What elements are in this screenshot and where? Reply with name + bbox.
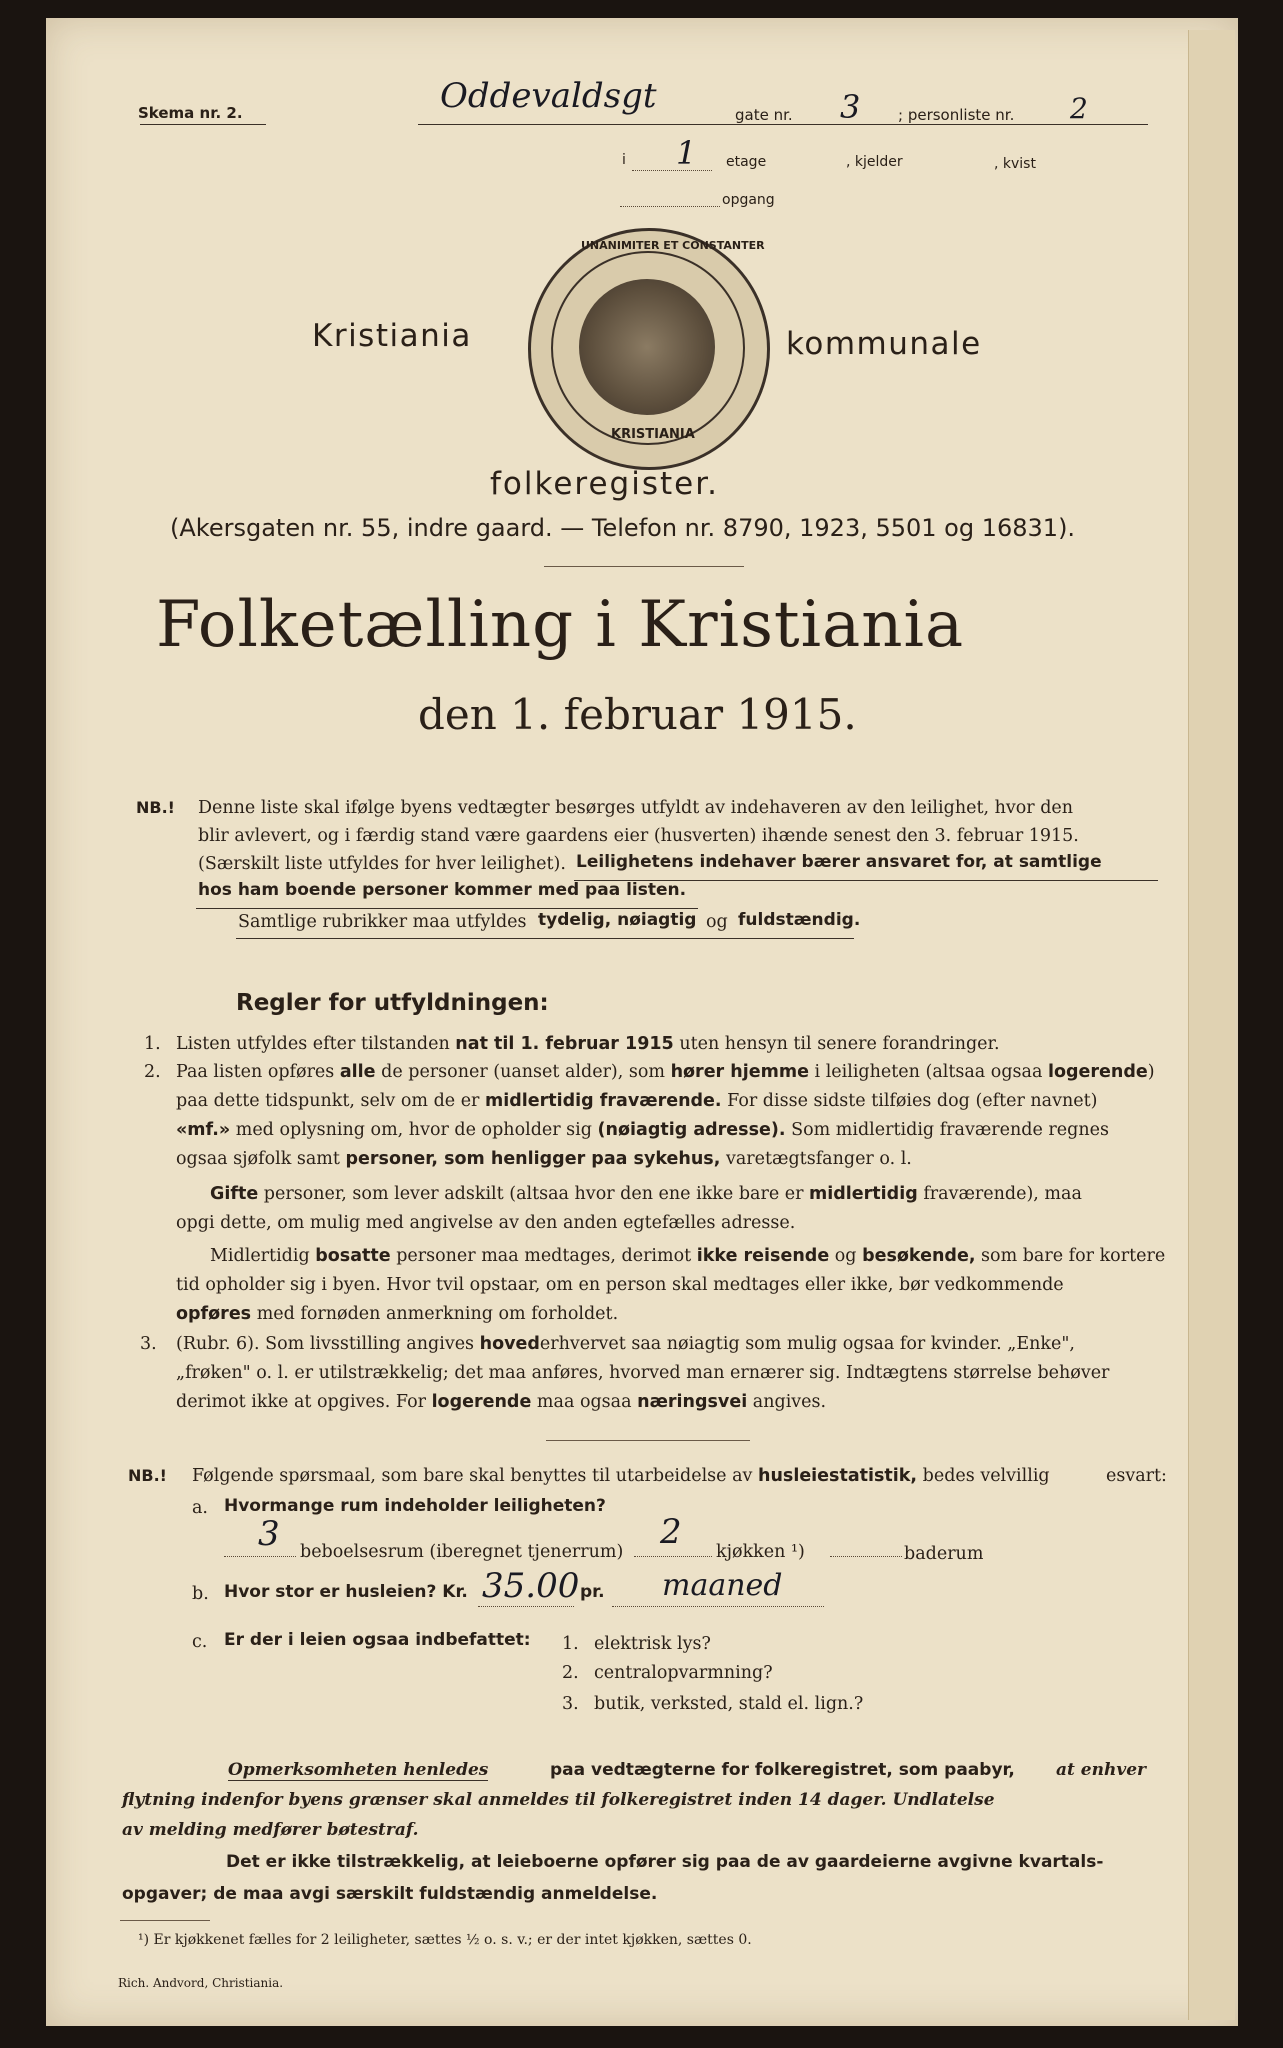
rule2-l7a: Midlertidig: [210, 1246, 310, 1266]
bath-dotline: [830, 1556, 902, 1557]
rule2-l2c: For disse sidste tilføies dog (efter navnet): [727, 1091, 1098, 1111]
rule2-l4a: ogsaa sjøfolk samt: [176, 1149, 340, 1169]
rule3-l3d: næringsvei: [637, 1392, 748, 1412]
rule2-l2b: midlertidig fraværende.: [485, 1091, 722, 1111]
question-a: [224, 1496, 606, 1516]
c-item-3-text: butik, verksted, stald el. lign.?: [594, 1694, 864, 1714]
nb1-line1: Denne liste skal ifølge byens vedtægter besørges utfyldt av indehaveren av den leilighet, hvor den: [198, 798, 1074, 818]
bath-label: baderum: [904, 1544, 984, 1564]
personliste-number: 2: [1070, 92, 1088, 125]
question-c-label: c.: [192, 1632, 208, 1652]
rule2-l5d: fraværende), maa: [923, 1184, 1082, 1204]
nb1-line2: blir avlevert, og i færdig stand være gaardens eier (husverten) ihænde senest den 3. februar 1915.: [198, 826, 1079, 846]
c-item-3-num: 3.: [562, 1694, 579, 1714]
seal-bottom-text: KRISTIANIA: [611, 427, 695, 442]
rule2-l7g: som bare for kortere: [981, 1246, 1166, 1266]
notice-l5: [122, 1884, 657, 1904]
rule2-line2: [176, 1087, 1098, 1116]
kitchen-label: kjøkken ¹): [716, 1542, 805, 1562]
notice-l1b-text: paa vedtægterne for folkeregistret, som paabyr,: [550, 1760, 1015, 1780]
kristiania-seal: [528, 228, 770, 470]
rule2-l3a: «mf.»: [176, 1120, 231, 1140]
rule3-l3b: logerende: [431, 1392, 532, 1412]
rule3-line1: [176, 1330, 1075, 1359]
rule2-l1a: Paa listen opføres: [176, 1062, 335, 1082]
rule2-l7b: bosatte: [315, 1246, 391, 1266]
rent-period: maaned: [662, 1568, 783, 1603]
kjelder-label: , kjelder: [846, 154, 903, 170]
nb1-line5d-text: fuldstændig.: [738, 910, 861, 930]
notice-l5-text: opgaver; de maa avgi særskilt fuldstændig anmeldelse.: [122, 1884, 658, 1904]
nb1-line4: [198, 880, 686, 900]
rule2-l3b: med oplysning om, hvor de opholder sig: [235, 1120, 592, 1140]
rule2-l1c: de personer (uanset alder), som: [381, 1062, 665, 1082]
notice-l4-text: Det er ikke tilstrækkelig, at leieboerne opfører sig paa de av gaardeierne avgivne kvartals-: [226, 1852, 1104, 1872]
rule3-num: 3.: [140, 1334, 157, 1354]
schema-underline: [140, 124, 266, 125]
rule3-line3: [176, 1388, 826, 1417]
rooms-value: 3: [258, 1514, 280, 1554]
rule2-line7: [210, 1242, 1165, 1271]
rooms-label: beboelsesrum (iberegnet tjenerrum): [300, 1542, 624, 1562]
period-dotline: [612, 1606, 824, 1607]
rule2-l7c: personer maa medtages, derimot: [396, 1246, 692, 1266]
rule1-b: nat til 1. februar 1915: [455, 1034, 674, 1054]
gate-number: 3: [840, 88, 861, 126]
nb2-intro-c: bedes velvillig: [922, 1466, 1050, 1486]
rule3-l1a: (Rubr. 6). Som livsstilling angives: [176, 1334, 475, 1354]
nb1-line5c: og: [706, 912, 728, 932]
title-main: Folketælling i Kristiania: [156, 588, 965, 662]
institution-sub: folkeregister.: [490, 466, 719, 502]
personliste-label: ; personliste nr.: [898, 106, 1015, 124]
etage-label: etage: [726, 154, 767, 170]
etage-number: 1: [676, 134, 697, 172]
rule2-l1e: i leiligheten (altsaa ogsaa: [814, 1062, 1043, 1082]
rent-per-text: pr.: [580, 1582, 605, 1602]
kitchen-dotline: [634, 1556, 712, 1557]
nb1-label: NB.!: [136, 798, 175, 817]
rent-value: 35.00: [482, 1566, 580, 1606]
c-item-1-text: elektrisk lys?: [594, 1634, 711, 1654]
rule2-l4c: varetægtsfanger o. l.: [725, 1149, 912, 1169]
question-c: [224, 1630, 531, 1650]
nb2-intro-b: husleiestatistik,: [757, 1466, 918, 1486]
notice-l1c: at enhver: [1056, 1760, 1146, 1780]
rule2-l7e: og: [834, 1246, 857, 1266]
nb1-line5a: Samtlige rubrikker maa utfyldes: [238, 912, 527, 932]
rule2-l5b: personer, som lever adskilt (altsaa hvor den ene ikke bare er: [263, 1184, 804, 1204]
rooms-dotline: [224, 1556, 296, 1557]
rule1-num: 1.: [144, 1034, 161, 1054]
rule2-l3d: Som midlertidig fraværende regnes: [791, 1120, 1109, 1140]
nb2-label: NB.!: [128, 1466, 167, 1485]
notice-l2: flytning indenfor byens grænser skal anmeldes til folkeregistret inden 14 dager. Undlatelse: [122, 1790, 995, 1810]
nb1-line3b-text: Leilighetens indehaver bærer ansvaret for, at samtlige: [576, 852, 1102, 872]
rule2-line9: [176, 1300, 618, 1329]
rule2-line4: [176, 1145, 912, 1174]
nb1-line5b-text: tydelig, nøiagtig: [538, 910, 697, 930]
nb1-line3b: [576, 852, 1102, 872]
rule1-text: [176, 1030, 1000, 1059]
rule2-l1d: hører hjemme: [670, 1062, 809, 1082]
question-a-text: Hvormange rum indeholder leiligheten?: [224, 1496, 606, 1516]
opgang-dotline: [620, 206, 720, 207]
question-b: [224, 1582, 468, 1602]
nb2-intro-a: Følgende spørsmaal, som bare skal benyttes til utarbeidelse av: [192, 1466, 753, 1486]
notice-l1a-text: Opmerksomheten henledes: [228, 1760, 489, 1780]
rule2-l7f: besøkende,: [862, 1246, 976, 1266]
rule3-l1c: erhvervet saa nøiagtig som mulig ogsaa for kvinder. „Enke",: [539, 1334, 1075, 1354]
notice-l1a: [228, 1760, 488, 1780]
title-date: den 1. februar 1915.: [418, 690, 857, 739]
rule3-line2: „frøken" o. l. er utilstrækkelig; det maa anføres, hvorved man ernærer sig. Indtægtens størrelse behøver: [176, 1363, 1110, 1383]
c-item-1-num: 1.: [562, 1634, 579, 1654]
printer-credit: Rich. Andvord, Christiania.: [118, 1976, 284, 1990]
divider-1: [544, 566, 744, 567]
rule2-l1b: alle: [339, 1062, 376, 1082]
rule2-l2a: paa dette tidspunkt, selv om de er: [176, 1091, 480, 1111]
rent-dotline: [478, 1606, 574, 1607]
nb1-underline-5: [236, 938, 854, 939]
question-b-label: b.: [192, 1584, 209, 1604]
institution-right: kommunale: [786, 326, 982, 362]
question-c-text: Er der i leien ogsaa indbefattet:: [224, 1630, 531, 1650]
rule1-c: uten hensyn til senere forandringer.: [679, 1034, 1000, 1054]
paper-edge-fold: [1188, 30, 1235, 2020]
etage-dotline: [632, 170, 712, 171]
rule3-l3e: angives.: [752, 1392, 827, 1412]
nb1-line5b: [538, 910, 696, 930]
question-a-label: a.: [192, 1498, 208, 1518]
rule2-l3c: (nøiagtig adresse).: [597, 1120, 786, 1140]
notice-l1b: [550, 1760, 1015, 1780]
nb1-line3a: (Særskilt liste utfyldes for hver leilighet).: [198, 854, 566, 874]
question-b-text: Hvor stor er husleien? Kr.: [224, 1582, 468, 1602]
institution-left: Kristiania: [312, 318, 472, 354]
address-line: [418, 124, 1148, 125]
rule2-line6: opgi dette, om mulig med angivelse av den anden egtefælles adresse.: [176, 1213, 796, 1233]
nb1-line5d: [738, 910, 860, 930]
rule2-l9a: opføres: [176, 1304, 252, 1324]
nb1-line4-text: hos ham boende personer kommer med paa listen.: [198, 880, 687, 900]
rule2-l1f: logerende: [1047, 1062, 1148, 1082]
c-item-2-text: centralopvarmning?: [594, 1663, 773, 1683]
footnote: ¹) Er kjøkkenet fælles for 2 leiligheter, sættes ½ o. s. v.; er der intet kjøkken, sættes 0.: [138, 1932, 752, 1948]
i-label: i: [622, 152, 626, 168]
footnote-rule: [120, 1920, 210, 1921]
rule1-a: Listen utfyldes efter tilstanden: [176, 1034, 450, 1054]
rule2-l7d: ikke reisende: [696, 1246, 830, 1266]
nb2-intro: [192, 1462, 1050, 1491]
seal-outer-text: UNANIMITER ET CONSTANTER: [581, 239, 765, 252]
schema-label: Skema nr. 2.: [138, 104, 243, 122]
rule2-l5a: Gifte: [210, 1184, 259, 1204]
rule2-l9b: med fornøden anmerkning om forholdet.: [256, 1304, 619, 1324]
seal-figure: [579, 279, 715, 415]
rule3-l1b: hoved: [479, 1334, 540, 1354]
rule2-num: 2.: [144, 1062, 161, 1082]
divider-2: [546, 1440, 750, 1441]
rule2-line8: tid opholder sig i byen. Hvor tvil opstaar, om en person skal medtages eller ikke, bør vedkommende: [176, 1275, 1064, 1295]
kvist-label: , kvist: [994, 156, 1036, 172]
rule2-line1: Paa listen opføres alle de personer (uanset alder), som hører hjemme i leiligheten (altsaa ogsaa logerende): [176, 1062, 1155, 1082]
nb2-intro-d: esvart:: [1106, 1466, 1167, 1486]
notice-l3: av melding medfører bøtestraf.: [122, 1820, 419, 1840]
rent-per: [580, 1582, 605, 1602]
notice-l4: [226, 1852, 1103, 1872]
c-item-2-num: 2.: [562, 1663, 579, 1683]
rule2-line5: [210, 1180, 1082, 1209]
opgang-label: opgang: [722, 192, 775, 208]
street-handwritten: Oddevaldsgt: [440, 76, 657, 116]
rule2-l4b: personer, som henligger paa sykehus,: [345, 1149, 721, 1169]
gate-label: gate nr.: [735, 106, 793, 124]
kitchen-value: 2: [660, 1512, 682, 1552]
institution-address: (Akersgaten nr. 55, indre gaard. — Telefon nr. 8790, 1923, 5501 og 16831).: [170, 514, 1076, 542]
rule2-line3: [176, 1116, 1109, 1145]
rule3-l3a: derimot ikke at opgives. For: [176, 1392, 426, 1412]
rule2-l5c: midlertidig: [809, 1184, 918, 1204]
rule3-l3c: maa ogsaa: [536, 1392, 632, 1412]
rules-heading: Regler for utfyldningen:: [236, 990, 549, 1016]
